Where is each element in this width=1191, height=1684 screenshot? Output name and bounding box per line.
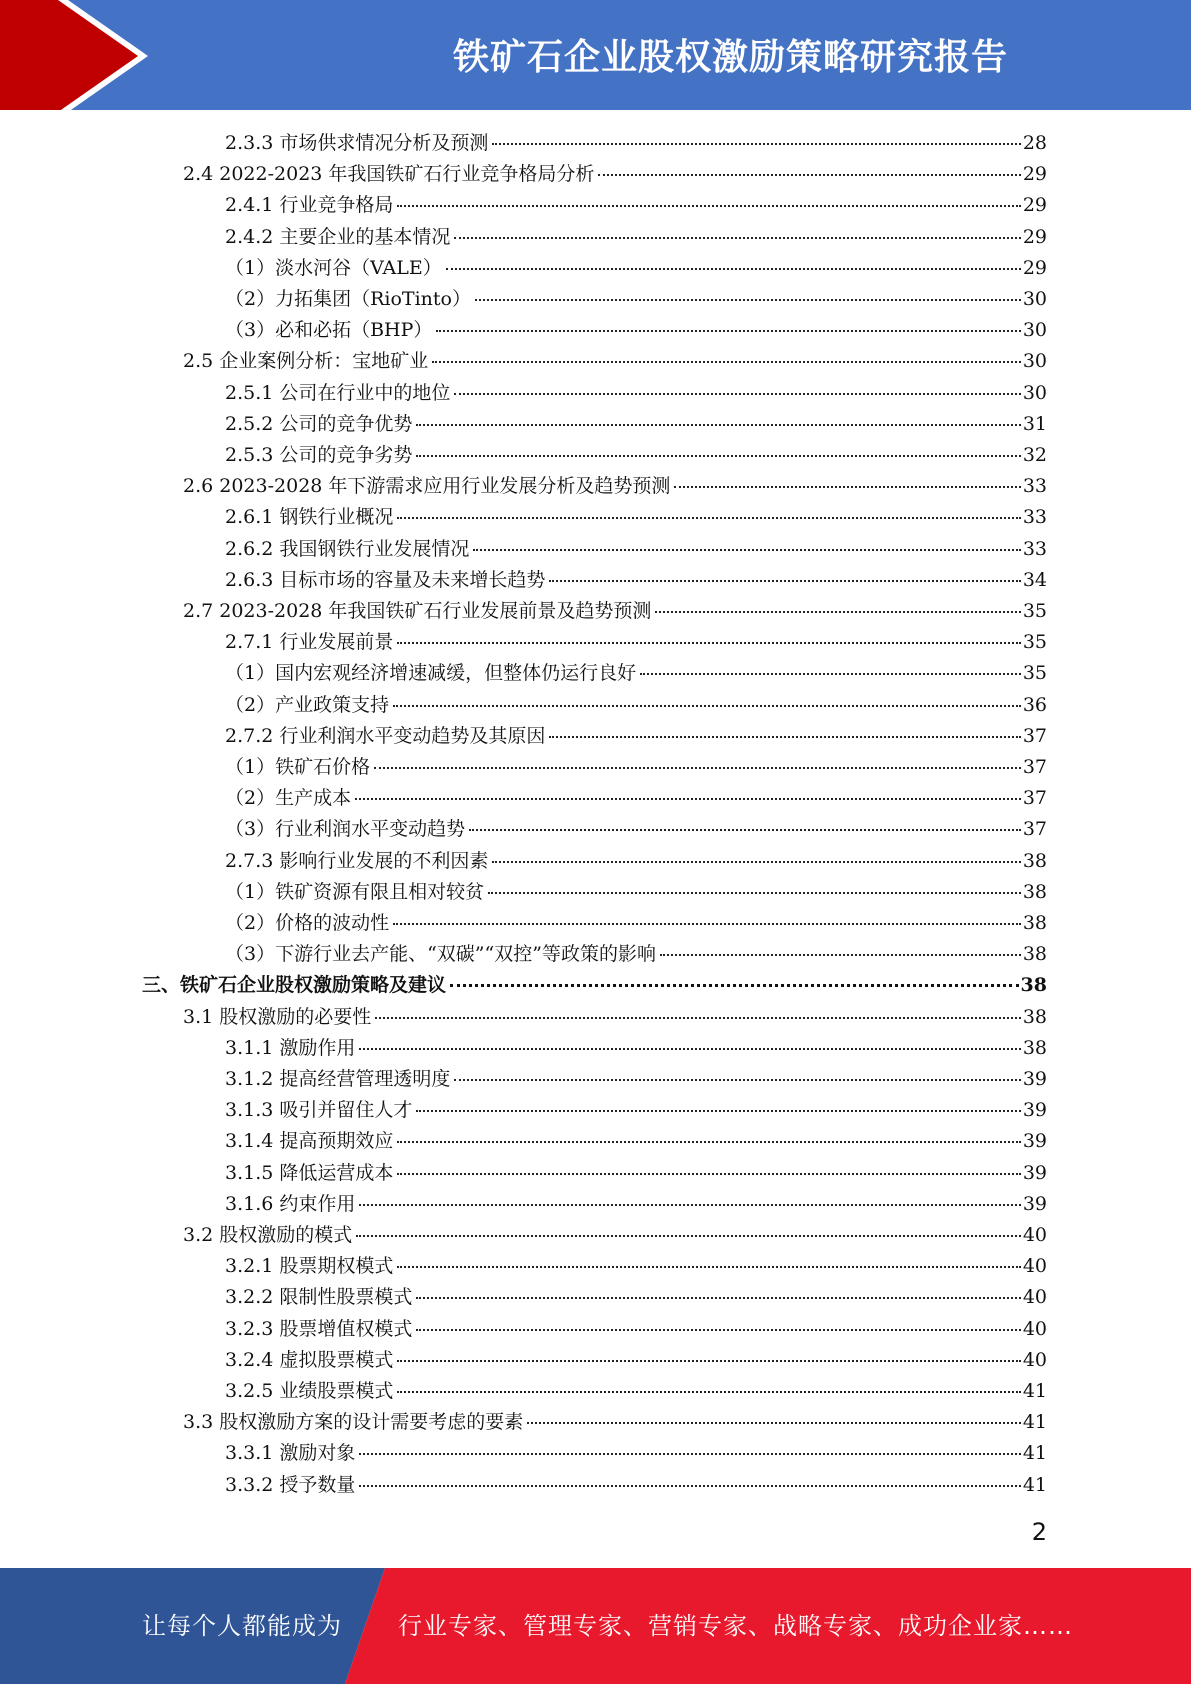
toc-entry-page: 29 (1022, 225, 1047, 248)
toc-entry-page: 35 (1022, 662, 1047, 685)
toc-dot-leader (359, 1435, 1020, 1455)
toc-entry-label: 2.6.1 钢铁行业概况 (225, 506, 394, 529)
toc-entry-label: （2）生产成本 (225, 787, 352, 810)
toc-entry-page: 30 (1022, 381, 1047, 404)
toc-entry-label: 3.1 股权激励的必要性 (183, 1005, 372, 1028)
toc-entry[interactable] (225, 1438, 1047, 1469)
toc-entry[interactable] (183, 159, 1047, 190)
toc-entry-page: 38 (1022, 943, 1047, 966)
toc-entry[interactable] (183, 596, 1047, 627)
toc-entry[interactable] (225, 1282, 1047, 1313)
toc-entry-label: （2）价格的波动性 (225, 912, 390, 934)
toc-entry-label: 2.4.2 主要企业的基本情况 (225, 225, 451, 248)
toc-entry-label: 3.3 股权激励方案的设计需要考虑的要素 (183, 1411, 524, 1434)
toc-entry[interactable] (225, 1189, 1047, 1220)
toc-dot-leader (397, 1248, 1020, 1268)
toc-entry-page: 29 (1022, 163, 1047, 186)
toc-entry[interactable] (183, 1220, 1047, 1251)
toc-entry-page: 40 (1022, 1348, 1047, 1371)
toc-entry-label: 3.1.2 提高经营管理透明度 (225, 1068, 451, 1090)
toc-entry-label: 3.1.4 提高预期效应 (225, 1130, 394, 1153)
toc-dot-leader (660, 936, 1021, 956)
toc-entry[interactable] (225, 814, 1047, 845)
toc-entry-label: 3.3.1 激励对象 (225, 1442, 356, 1465)
toc-entry-label: 3.2.5 业绩股票模式 (225, 1380, 394, 1402)
toc-entry[interactable] (225, 565, 1047, 596)
toc-entry-label: 2.6 2023-2028 年下游需求应用行业发展分析及趋势预测 (183, 475, 671, 498)
footer-slogan-right: 行业专家、管理专家、营销专家、战略专家、成功企业家…… (398, 1612, 1073, 1640)
toc-dot-leader (355, 780, 1021, 800)
toc-dot-leader (397, 187, 1020, 207)
toc-entry-label: 3.1.6 约束作用 (225, 1192, 356, 1215)
toc-entry-page: 35 (1022, 600, 1047, 622)
toc-entry[interactable] (225, 222, 1047, 253)
toc-entry-page: 39 (1022, 1192, 1047, 1215)
toc-dot-leader (374, 749, 1021, 769)
page-header (0, 0, 1191, 110)
toc-dot-leader (416, 437, 1020, 457)
toc-entry[interactable] (225, 1095, 1047, 1126)
toc-entry-page: 30 (1022, 319, 1047, 342)
toc-entry-page: 32 (1022, 444, 1047, 466)
toc-dot-leader (397, 1123, 1020, 1143)
toc-entry-page: 40 (1022, 1286, 1047, 1309)
toc-entry-label: 2.7 2023-2028 年我国铁矿石行业发展前景及趋势预测 (183, 600, 652, 622)
toc-dot-leader (454, 219, 1020, 239)
toc-dot-leader (454, 375, 1020, 395)
toc-entry-page: 37 (1022, 787, 1047, 810)
toc-entry-page: 37 (1022, 756, 1047, 778)
toc-entry-page: 37 (1022, 724, 1047, 747)
toc-entry-page: 41 (1022, 1473, 1047, 1496)
toc-dot-leader (640, 655, 1021, 675)
toc-entry-page: 40 (1022, 1224, 1047, 1246)
toc-entry-label: （1）铁矿石价格 (225, 756, 371, 778)
toc-entry-page: 39 (1022, 1068, 1047, 1090)
toc-entry-page: 38 (1022, 1005, 1047, 1028)
toc-entry-label: 3.3.2 授予数量 (225, 1473, 356, 1496)
toc-dot-leader (356, 1217, 1021, 1237)
toc-entry-label: （1）国内宏观经济增速减缓，但整体仍运行良好 (225, 662, 637, 685)
toc-entry-label: （2）产业政策支持 (225, 693, 390, 716)
toc-entry[interactable] (225, 190, 1047, 221)
toc-entry-page: 38 (1022, 880, 1047, 903)
toc-entry-page: 35 (1022, 631, 1047, 654)
toc-entry[interactable] (225, 752, 1047, 783)
toc-entry-page: 30 (1022, 350, 1047, 373)
toc-entry-label: 2.5 企业案例分析：宝地矿业 (183, 350, 429, 373)
toc-entry-label: 2.4.1 行业竞争格局 (225, 194, 394, 217)
toc-entry[interactable] (225, 1064, 1047, 1095)
toc-dot-leader (549, 718, 1020, 738)
toc-dot-leader (598, 156, 1020, 176)
toc-dot-leader (432, 343, 1021, 363)
toc-entry-label: 2.7.3 影响行业发展的不利因素 (225, 849, 489, 872)
toc-entry-label: 3.2.3 股票增值权模式 (225, 1317, 413, 1340)
toc-entry-label: 3.1.1 激励作用 (225, 1036, 356, 1059)
toc-entry-label: 2.5.1 公司在行业中的地位 (225, 381, 451, 404)
toc-entry-page: 41 (1022, 1442, 1047, 1465)
toc-entry[interactable] (225, 315, 1047, 346)
toc-dot-leader (397, 1155, 1020, 1175)
toc-dot-leader (397, 1373, 1020, 1393)
toc-dot-leader (473, 531, 1020, 551)
toc-entry-page: 39 (1022, 1161, 1047, 1184)
toc-entry[interactable] (183, 1002, 1047, 1033)
toc-entry-label: 三、铁矿石企业股权激励策略及建议 (142, 974, 447, 997)
toc-entry[interactable] (225, 658, 1047, 689)
toc-entry-page: 38 (1022, 1036, 1047, 1059)
toc-dot-leader (492, 843, 1020, 863)
page-number: 2 (1031, 1518, 1047, 1546)
toc-dot-leader (674, 468, 1020, 488)
toc-dot-leader (475, 281, 1021, 301)
document-title: 铁矿石企业股权激励策略研究报告 (452, 36, 1008, 78)
toc-dot-leader (393, 905, 1021, 925)
toc-entry[interactable] (183, 471, 1047, 502)
toc-entry[interactable] (225, 284, 1047, 315)
toc-dot-leader (446, 250, 1021, 270)
toc-entry-page: 36 (1022, 693, 1047, 716)
toc-dot-leader (359, 1467, 1020, 1487)
toc-entry-page: 37 (1022, 818, 1047, 841)
toc-dot-leader (450, 966, 1019, 987)
toc-entry[interactable] (225, 846, 1047, 877)
toc-dot-leader (416, 406, 1020, 426)
toc-entry-page: 41 (1022, 1411, 1047, 1434)
toc-entry-page: 33 (1022, 475, 1047, 498)
footer-slogan-left: 让每个人都能成为 (142, 1612, 342, 1640)
toc-entry[interactable] (225, 128, 1047, 159)
toc-entry-page: 29 (1022, 194, 1047, 217)
toc-entry[interactable] (225, 440, 1047, 471)
toc-entry[interactable] (225, 1345, 1047, 1376)
page-footer (0, 1568, 1191, 1684)
toc-entry-page: 28 (1022, 132, 1047, 154)
toc-entry[interactable] (142, 970, 1047, 1001)
toc-entry-page: 41 (1022, 1380, 1047, 1402)
toc-entry[interactable] (225, 253, 1047, 284)
toc-dot-leader (416, 1092, 1020, 1112)
toc-entry-label: 3.1.5 降低运营成本 (225, 1161, 394, 1184)
toc-dot-leader (416, 1311, 1020, 1331)
toc-entry[interactable] (225, 502, 1047, 533)
toc-entry-page: 40 (1022, 1255, 1047, 1278)
toc-entry-label: （3）下游行业去产能、“双碳”“双控”等政策的影响 (225, 943, 656, 966)
toc-entry-label: （3）行业利润水平变动趋势 (225, 818, 466, 841)
toc-entry[interactable] (225, 690, 1047, 721)
toc-entry[interactable] (225, 908, 1047, 939)
toc-dot-leader (375, 999, 1021, 1019)
toc-entry-label: 2.5.3 公司的竞争劣势 (225, 444, 413, 466)
toc-dot-leader (436, 312, 1020, 332)
toc-entry-label: 3.2 股权激励的模式 (183, 1224, 353, 1246)
toc-entry-page: 40 (1022, 1317, 1047, 1340)
toc-entry-page: 33 (1022, 537, 1047, 560)
toc-entry[interactable] (225, 721, 1047, 752)
toc-dot-leader (549, 562, 1020, 582)
toc-dot-leader (397, 499, 1020, 519)
toc-entry[interactable] (225, 1158, 1047, 1189)
toc-entry-page: 38 (1020, 974, 1047, 997)
toc-entry[interactable] (225, 1470, 1047, 1501)
toc-entry[interactable] (225, 627, 1047, 658)
toc-dot-leader (655, 593, 1020, 613)
toc-dot-leader (469, 811, 1021, 831)
toc-entry[interactable] (225, 1376, 1047, 1407)
toc-entry-page: 29 (1022, 256, 1047, 279)
toc-entry-label: （2）力拓集团（RioTinto） (225, 288, 471, 310)
toc-dot-leader (527, 1404, 1021, 1424)
toc-entry-label: 3.1.3 吸引并留住人才 (225, 1099, 413, 1122)
toc-dot-leader (359, 1186, 1020, 1206)
toc-dot-leader (359, 1030, 1020, 1050)
toc-entry-label: 2.7.2 行业利润水平变动趋势及其原因 (225, 724, 546, 747)
toc-dot-leader (393, 687, 1021, 707)
toc-entry[interactable] (225, 1126, 1047, 1157)
toc-entry-label: 3.2.2 限制性股票模式 (225, 1286, 413, 1309)
toc-dot-leader (454, 1061, 1020, 1081)
toc-entry-page: 33 (1022, 506, 1047, 529)
toc-entry[interactable] (225, 783, 1047, 814)
toc-entry-label: （1）铁矿资源有限且相对较贫 (225, 880, 485, 903)
toc-entry-label: 2.5.2 公司的竞争优势 (225, 412, 413, 435)
toc-entry[interactable] (225, 378, 1047, 409)
toc-dot-leader (397, 624, 1020, 644)
toc-entry[interactable] (225, 534, 1047, 565)
toc-entry-label: 3.2.1 股票期权模式 (225, 1255, 394, 1278)
toc-entry-page: 38 (1022, 849, 1047, 872)
toc-dot-leader (416, 1279, 1020, 1299)
toc-entry[interactable] (183, 346, 1047, 377)
toc-entry-page: 30 (1022, 288, 1047, 310)
toc-entry[interactable] (183, 1407, 1047, 1438)
toc-entry-label: （3）必和必拓（BHP） (225, 319, 433, 342)
toc-dot-leader (492, 125, 1020, 145)
toc-entry-label: 2.6.2 我国钢铁行业发展情况 (225, 537, 470, 560)
toc-entry[interactable] (225, 1314, 1047, 1345)
toc-dot-leader (488, 874, 1021, 894)
toc-entry-label: （1）淡水河谷（VALE） (225, 256, 442, 279)
toc-entry[interactable] (225, 1251, 1047, 1282)
toc-entry-label: 2.6.3 目标市场的容量及未来增长趋势 (225, 568, 546, 591)
toc-entry-label: 2.7.1 行业发展前景 (225, 631, 394, 654)
toc-entry[interactable] (225, 877, 1047, 908)
toc-entry-label: 3.2.4 虚拟股票模式 (225, 1348, 394, 1371)
toc-entry[interactable] (225, 409, 1047, 440)
toc-entry-page: 34 (1022, 568, 1047, 591)
toc-entry-label: 2.3.3 市场供求情况分析及预测 (225, 132, 489, 154)
toc-entry-label: 2.4 2022-2023 年我国铁矿石行业竞争格局分析 (183, 163, 595, 186)
toc-entry-page: 31 (1022, 412, 1047, 435)
toc-entry-page: 39 (1022, 1099, 1047, 1122)
toc-entry-page: 38 (1022, 912, 1047, 934)
toc-dot-leader (397, 1342, 1020, 1362)
toc-entry[interactable] (225, 1033, 1047, 1064)
toc-entry-page: 39 (1022, 1130, 1047, 1153)
